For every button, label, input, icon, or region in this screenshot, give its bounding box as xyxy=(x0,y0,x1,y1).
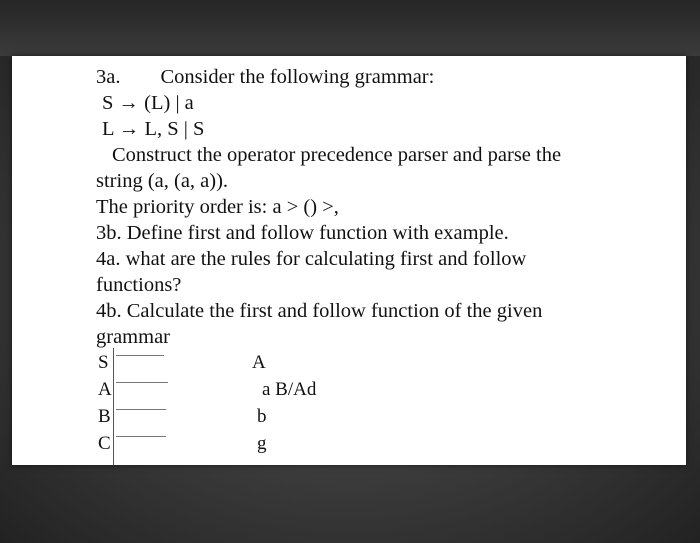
question-3a-text: Consider the following grammar: xyxy=(160,66,435,88)
input-string-line: string (a, (a, a)). xyxy=(96,170,229,192)
question-3b: 3b. Define first and follow function with example. xyxy=(96,222,509,244)
grammar-lhs-b: B xyxy=(98,406,111,427)
grammar-rhs-c: g xyxy=(257,433,267,454)
instruction-line: Construct the operator precedence parser and parse the xyxy=(112,144,562,166)
grammar-arrow-line xyxy=(116,355,164,356)
question-3a-number: 3a. xyxy=(96,66,121,88)
grammar-lhs-s: S xyxy=(98,352,109,373)
grammar-rule-1: S → (L) | a xyxy=(102,92,194,114)
grammar-lhs-c: C xyxy=(98,433,111,454)
grammar-rhs-b: b xyxy=(257,406,267,427)
question-4a-line-1: 4a. what are the rules for calculating first and follow xyxy=(96,248,527,270)
background-top-band xyxy=(0,0,700,56)
grammar-arrow-line xyxy=(116,436,166,437)
document-page xyxy=(12,56,686,465)
grammar-rhs-a: a B/Ad xyxy=(262,379,317,400)
grammar-arrow-line xyxy=(116,382,168,383)
question-4b-line-1: 4b. Calculate the first and follow function of the given xyxy=(96,300,543,322)
question-3a-heading xyxy=(96,67,434,88)
question-4a-line-2: functions? xyxy=(96,274,182,296)
question-4b-line-2: grammar xyxy=(96,326,170,348)
grammar-rhs-s: A xyxy=(252,352,266,373)
grammar-arrow-line xyxy=(116,409,166,410)
grammar-table-divider xyxy=(113,348,114,465)
priority-order-line: The priority order is: a > () >, xyxy=(96,196,339,218)
grammar-rule-2: L → L, S | S xyxy=(102,118,205,140)
grammar-lhs-a: A xyxy=(98,379,112,400)
